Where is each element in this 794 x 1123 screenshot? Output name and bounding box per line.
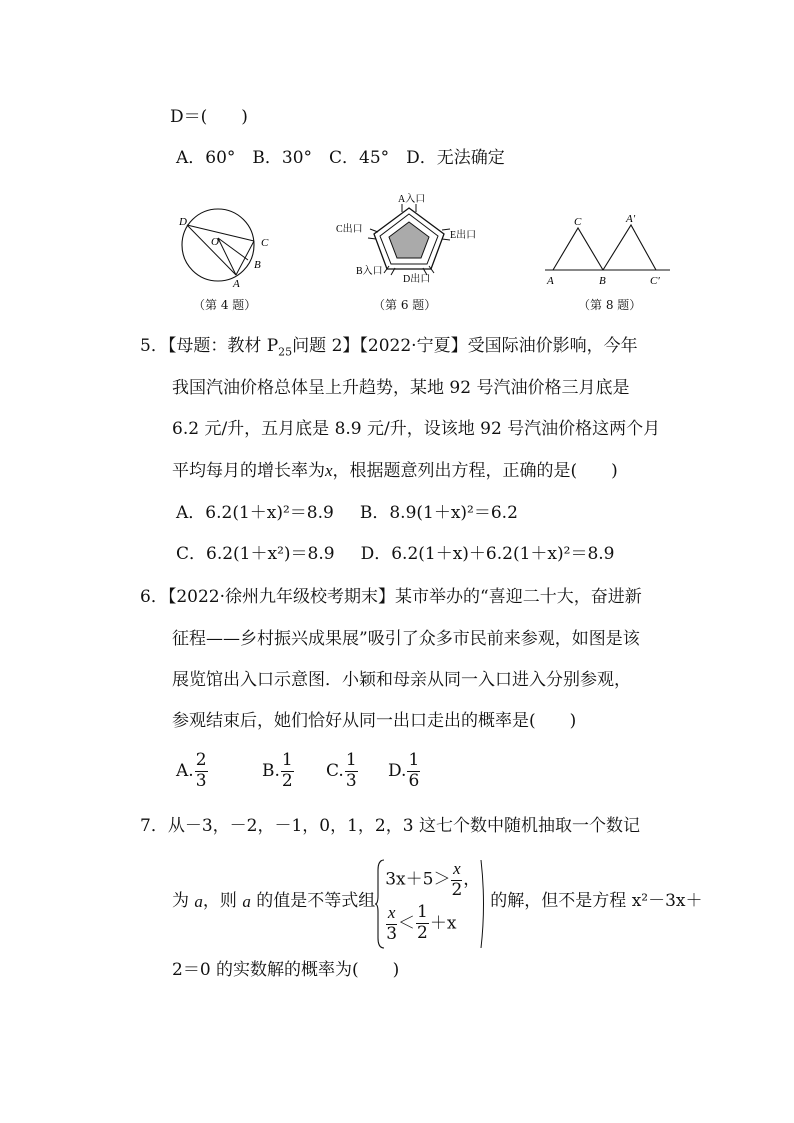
fig4-segment-DC [187,225,254,241]
fig8-label-B: B [599,275,606,287]
q7-var-a: a [194,892,203,912]
q5-option-c: 6.2(1＋x²)＝8.9 [206,544,335,564]
q6-option-a: A. $\frac{2}{3}$ [176,750,207,791]
q4-stem-tail: D＝( ) [170,107,248,127]
fig4-label-O: O [211,236,219,248]
q7-line-2: 为 a，则 a 的值是不等式组 3x＋5＞ $\frac{x}{2}$ ， $\frac{x}{3}$ ＜ $\frac{1}{2}$ ＋x 的解，但不是方程 x²－3x＋ [172,858,703,945]
q7-ineq-2: $\frac{x}{3}$ ＜ $\frac{1}{2}$ ＋x [386,902,457,944]
fig4-segment-OB [218,238,248,260]
q5-text-1: 受国际油价影响，今年 [467,336,638,356]
q5-options-cd [176,546,614,563]
fig6-caption: （第 6 题） [373,298,437,312]
q5-option-b-label: B． [359,503,390,523]
q5-line-3: 6.2 元/升，五月底是 8.9 元/升，设该地 92 号汽油价格这两个月 [172,419,661,439]
fig4-label-A: A [233,278,240,290]
q6-option-c: C. $\frac{1}{3}$ [326,750,357,791]
q6-line-2: 征程——乡村振兴成果展”吸引了众多市民前来参观，如图是该 [172,629,640,649]
q7-line-3: 2＝0 的实数解的概率为( ) [172,960,400,980]
fig4-label-D: D [179,216,187,228]
fig4-label-B: B [254,259,261,271]
q5-line-4: 平均每月的增长率为x，根据题意列出方程，正确的是( ) [172,461,618,481]
q5-tag-region: 【2022·宁夏】 [359,336,468,356]
q6-tag: 【2022·徐州九年级校考期末】 [167,587,395,607]
q6-line-3: 展览馆出入口示意图．小颖和母亲从同一入口进入分别参观， [172,670,631,690]
q6-option-d: D. $\frac{1}{6}$ [388,750,420,791]
fig8-label-A: A [547,275,554,287]
q5-tag-source: 【母题：教材 $P_{25}$问题 2】 [167,336,360,359]
fig4-segment-DA [187,225,236,275]
q6-line-4: 参观结束后，她们恰好从同一出口走出的概率是( ) [172,711,577,731]
q5-line-2: 我国汽油价格总体呈上升趋势，某地 92 号汽油价格三月底是 [172,378,630,398]
q5-option-a-label: A． [176,503,206,523]
q4-options: A．60° B．30° C．45° D．无法确定 [176,148,505,168]
fig8-triangle-BA'C' [603,225,656,270]
fig4-caption: （第 4 题） [193,298,257,312]
figure-q6 [334,190,484,288]
q7-line-1: 7．从－3，－2，－1，0，1，2，3 这七个数中随机抽取一个数记 [140,816,640,836]
q7-ineq-1: 3x＋5＞ $\frac{x}{2}$ ， [385,859,481,900]
q7-inequality-system [375,858,488,945]
fig6-label-e-out: E出口 [450,230,477,241]
q5-option-d-label: D． [360,544,392,564]
q5-number: 5． [140,336,168,356]
q5-var-x: x [325,461,333,480]
q6-text-1: 某市举办的“喜迎二十大，奋进新 [395,587,642,607]
fig8-triangle-ABC [553,228,603,270]
q5-option-c-label: C． [176,544,207,564]
fig6-inner-pentagon [389,222,429,258]
fig6-label-a-in: A入口 [398,194,426,205]
fig6-label-d-out: D出口 [403,274,431,285]
q5-options-ab [176,505,518,522]
q5-option-d: 6.2(1＋x)＋6.2(1＋x)²＝8.9 [391,544,615,564]
fig8-label-A-prime: A′ [626,213,636,225]
fig4-label-C: C [261,237,269,249]
q6-line-1 [140,589,642,606]
fig8-label-C: C [574,216,582,228]
fig4-segment-OA [218,238,236,275]
figure-q8 [540,208,675,288]
fig6-label-b-in: B入口 [356,266,383,277]
q5-option-a: 6.2(1＋x)²＝8.9 [205,503,334,523]
fig8-caption: （第 8 题） [578,298,642,312]
q6-option-b: B. $\frac{1}{2}$ [262,750,293,791]
q6-number: 6． [140,587,168,607]
q5-option-b: 8.9(1＋x)²＝6.2 [389,503,518,523]
fig6-label-c-out: C出口 [336,224,363,235]
q7-number: 7． [140,816,168,836]
fig8-label-C-prime: C′ [650,275,660,287]
figure-q4 [170,205,280,291]
q5-line-1 [140,338,638,357]
